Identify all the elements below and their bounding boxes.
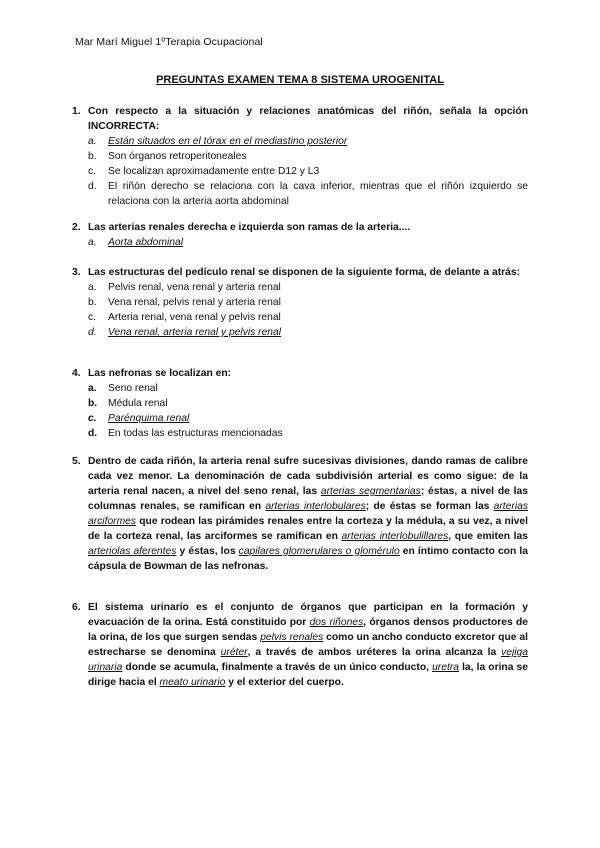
answer-blank: arterias interlobulillares [341, 531, 449, 542]
option-c: c. Arteria renal, vena renal y pelvis renal [88, 312, 281, 323]
answer-blank: uréter [220, 647, 248, 658]
question-stem: El sistema urinario es el conjunto de órganos que participan en la formación y evacuación de la orina. Está constituido por dos riñones, órganos densos productores de la orina, de los que surgen sendas pelvis renales como un ancho conducto excretor que al estrecharse se denomina uréter, a través de ambos uréteres la orina alcanza la vejiga urinaria donde se acumula, finalmente a través de un único conducto, uretra la, la orina se dirige hacia el meato urinario y el exterior del cuerpo. [88, 602, 529, 688]
question-number: 5. [72, 456, 81, 467]
question-4 [72, 366, 528, 441]
option-b: b. Médula renal [88, 398, 168, 409]
option-a: a. Aorta abdominal [88, 237, 183, 248]
options-list [88, 381, 528, 441]
answer-blank: meato urinario [159, 677, 226, 688]
answer-blank: arterias interlobulares [265, 501, 366, 512]
option-a: a. Pelvis renal, vena renal y arteria renal [88, 282, 281, 293]
option-d: d. En todas las estructuras mencionadas [88, 428, 283, 439]
answer-blank: arterias arciformes [88, 501, 528, 527]
answer-blank: dos riñones [309, 617, 364, 628]
option-d: d. Vena renal, arteria renal y pelvis renal [88, 327, 282, 338]
question-stem: Las estructuras del pedículo renal se disponen de la siguiente forma, de delante a atrás: [88, 267, 521, 278]
option-b: b. Vena renal, pelvis renal y arteria renal [88, 297, 281, 308]
question-stem: Las arterias renales derecha e izquierda son ramas de la arteria.... [88, 222, 411, 233]
question-number: 4. [72, 368, 81, 379]
option-a: a. Seno renal [88, 383, 158, 394]
option-c: c. Parénquima renal [88, 413, 190, 424]
question-number: 3. [72, 267, 81, 278]
options-list [88, 280, 528, 340]
page-title: PREGUNTAS EXAMEN TEMA 8 SISTEMA UROGENITAL [156, 74, 444, 86]
question-6 [72, 600, 529, 690]
question-5 [72, 454, 528, 574]
answer-blank: arteriolas aferentes [88, 546, 177, 557]
option-b: b. Son órganos retroperitoneales [88, 151, 247, 162]
question-stem: Con respecto a la situación y relaciones anatómicas del riñón, señala la opción INCORRECTA: [88, 106, 528, 132]
question-3 [72, 265, 528, 340]
question-stem: Las nefronas se localizan en: [88, 368, 232, 379]
question-number: 6. [72, 602, 81, 613]
option-c: c. Se localizan aproximadamente entre D12 y L3 [88, 166, 320, 177]
question-1 [72, 104, 528, 209]
question-2 [72, 220, 528, 250]
option-d: d. El riñón derecho se relaciona con la cava inferior, mientras que el riñón izquierdo se relaciona con la arteria aorta abdominal [88, 181, 528, 207]
question-number: 2. [72, 222, 81, 233]
question-number: 1. [72, 106, 81, 117]
answer-blank: pelvis renales [260, 632, 324, 643]
answer-blank: uretra [432, 662, 459, 673]
option-a: a. Están situados en el tórax en el mediastino posterior [88, 136, 348, 147]
answer-blank: vejiga urinaria [88, 647, 529, 673]
answer-blank: capilares glomerulares o glomérulo [238, 546, 400, 557]
question-stem: Dentro de cada riñón, la arteria renal sufre sucesivas divisiones, dando ramas de calibre cada vez menor. La denominación de cada subdivisión arterial es como sigue: de la arteria renal nacen, a nivel del seno renal, las arterias segmentarias; éstas, a nivel de las columnas renales, se ramifican en arterias interlobulares; de éstas se forman las arterias arciformes que rodean las pirámides renales entre la corteza y la médula, a su vez, a nivel de la corteza renal, las arciformes se ramifican en arterias interlobulillares, que emiten las arteriolas aferentes y éstas, los capilares glomerulares o glomérulo en íntimo contacto con la cápsula de Bowman de las nefronas. [88, 456, 528, 572]
document-header: Mar Marí Miguel 1ºTerapia Ocupacional [75, 36, 263, 48]
answer-blank: arterias segmentarias [320, 486, 421, 497]
options-list [88, 235, 528, 250]
options-list [88, 134, 528, 209]
